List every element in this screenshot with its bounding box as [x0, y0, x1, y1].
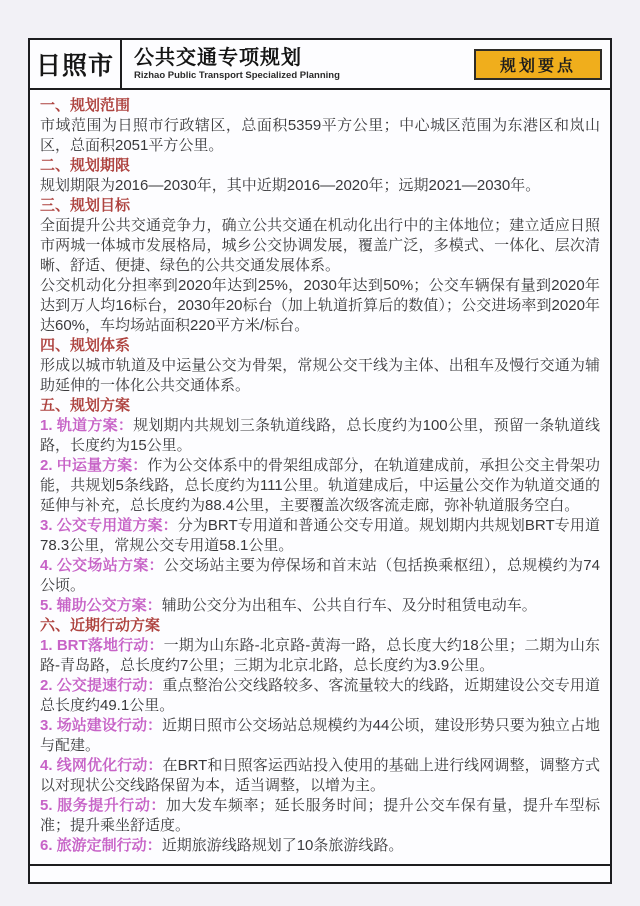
subsection-label: 2. 公交提速行动：	[40, 677, 163, 694]
paragraph-text: 全面提升公共交通竞争力，确立公共交通在机动化出行中的主体地位；建立适应日照市两城一体城市发展格局，城乡公交协调发展，覆盖广泛，多模式、一体化、层次清晰、舒适、便捷、绿色的公共交通发展体系。	[40, 217, 600, 274]
paragraph	[40, 416, 600, 456]
paragraph	[40, 176, 600, 196]
section-heading: 五、规划方案	[40, 397, 131, 414]
paragraph-text: 一期为山东路-北京路-黄海一路，总长度大约18公里；二期为山东路-青岛路，总长度约7公里；三期为北京北路，总长度约为3.9公里。	[40, 637, 600, 674]
paragraph-text: 作为公交体系中的骨架组成部分，在轨道建成前，承担公交主骨架功能，共规划5条线路，总长度约为111公里。轨道建成后，中运量公交作为轨道交通的延伸与补充，总长度约为88.4公里，主要覆盖次级客流走廊，弥补轨道服务空白。	[40, 457, 600, 514]
paragraph-text: 市域范围为日照市行政辖区，总面积5359平方公里；中心城区范围为东港区和岚山区，总面积2051平方公里。	[40, 117, 600, 154]
planning-sheet	[28, 38, 612, 884]
paragraph-text: 分为BRT专用道和普通公交专用道。规划期内共规划BRT专用道78.3公里，常规公交专用道58.1公里。	[40, 517, 600, 554]
city-name: 日照市	[30, 40, 122, 88]
document-header	[30, 40, 610, 88]
paragraph	[40, 836, 600, 856]
section-heading: 三、规划目标	[40, 197, 131, 214]
subsection-label: 1. BRT落地行动：	[40, 637, 164, 654]
paragraph	[40, 456, 600, 516]
section-heading: 二、规划期限	[40, 157, 131, 174]
section-heading: 六、近期行动方案	[40, 617, 161, 634]
document-body	[30, 88, 610, 864]
paragraph	[40, 716, 600, 756]
paragraph	[40, 116, 600, 156]
paragraph-text: 重点整治公交线路较多、客流量较大的线路，近期建设公交专用道总长度约49.1公里。	[40, 677, 600, 714]
paragraph	[40, 516, 600, 556]
paragraph	[40, 356, 600, 396]
paragraph	[40, 636, 600, 676]
paragraph	[40, 276, 600, 336]
plan-highlights-badge: 规划要点	[474, 49, 602, 80]
paragraph-text: 近期日照市公交场站总规模约为44公顷，建设形势只要为独立占地与配建。	[40, 717, 600, 754]
subsection-label: 5. 辅助公交方案：	[40, 597, 162, 614]
paragraph	[40, 676, 600, 716]
paragraph-text: 规划期内共规划三条轨道线路，总长度约为100公里，预留一条轨道线路，长度约为15公里。	[40, 417, 601, 454]
document-title: 公共交通专项规划	[134, 46, 302, 69]
subsection-label: 3. 公交专用道方案：	[40, 517, 178, 534]
subsection-label: 5. 服务提升行动：	[40, 797, 166, 814]
subsection-label: 3. 场站建设行动：	[40, 717, 163, 734]
section-heading: 一、规划范围	[40, 97, 131, 114]
paragraph-text: 公交场站主要为停保场和首末站（包括换乘枢纽），总规模约为74公顷。	[40, 557, 600, 594]
paragraph	[40, 556, 600, 596]
paragraph	[40, 216, 600, 276]
paragraph-text: 辅助公交分为出租车、公共自行车、及分时租赁电动车。	[161, 597, 537, 614]
paragraph-text: 在BRT和日照客运西站投入使用的基础上进行线网调整，调整方式以对现状公交线路保留为本，适当调整，以增为主。	[40, 757, 600, 794]
subsection-label: 4. 线网优化行动：	[40, 757, 163, 774]
subsection-label: 4. 公交场站方案：	[40, 557, 164, 574]
footer-empty-box	[30, 864, 610, 882]
subsection-label: 2. 中运量方案：	[40, 457, 148, 474]
paragraph-text: 近期旅游线路规划了10条旅游线路。	[161, 837, 404, 854]
paragraph	[40, 796, 600, 836]
subsection-label: 1. 轨道方案：	[40, 417, 134, 434]
paragraph	[40, 596, 600, 616]
paragraph	[40, 756, 600, 796]
paragraph-text: 规划期限为2016—2030年，其中近期2016—2020年；远期2021—2030年。	[40, 177, 541, 194]
subsection-label: 6. 旅游定制行动：	[40, 837, 162, 854]
paragraph-text: 公交机动化分担率到2020年达到25%，2030年达到50%；公交车辆保有量到2020年达到万人均16标台，2030年20标台（加上轨道折算后的数值）；公交进场率到2020年达60%，车均场站面积220平方米/标台。	[40, 277, 600, 334]
title-block	[122, 40, 474, 88]
paragraph-text: 形成以城市轨道及中运量公交为骨架，常规公交干线为主体、出租车及慢行交通为辅助延伸的一体化公共交通体系。	[40, 357, 600, 394]
document-subtitle-en: Rizhao Public Transport Specialized Planning	[134, 69, 340, 81]
paragraph-text: 加大发车频率；延长服务时间；提升公交车保有量，提升车型标准；提升乘坐舒适度。	[40, 797, 600, 834]
section-heading: 四、规划体系	[40, 337, 131, 354]
